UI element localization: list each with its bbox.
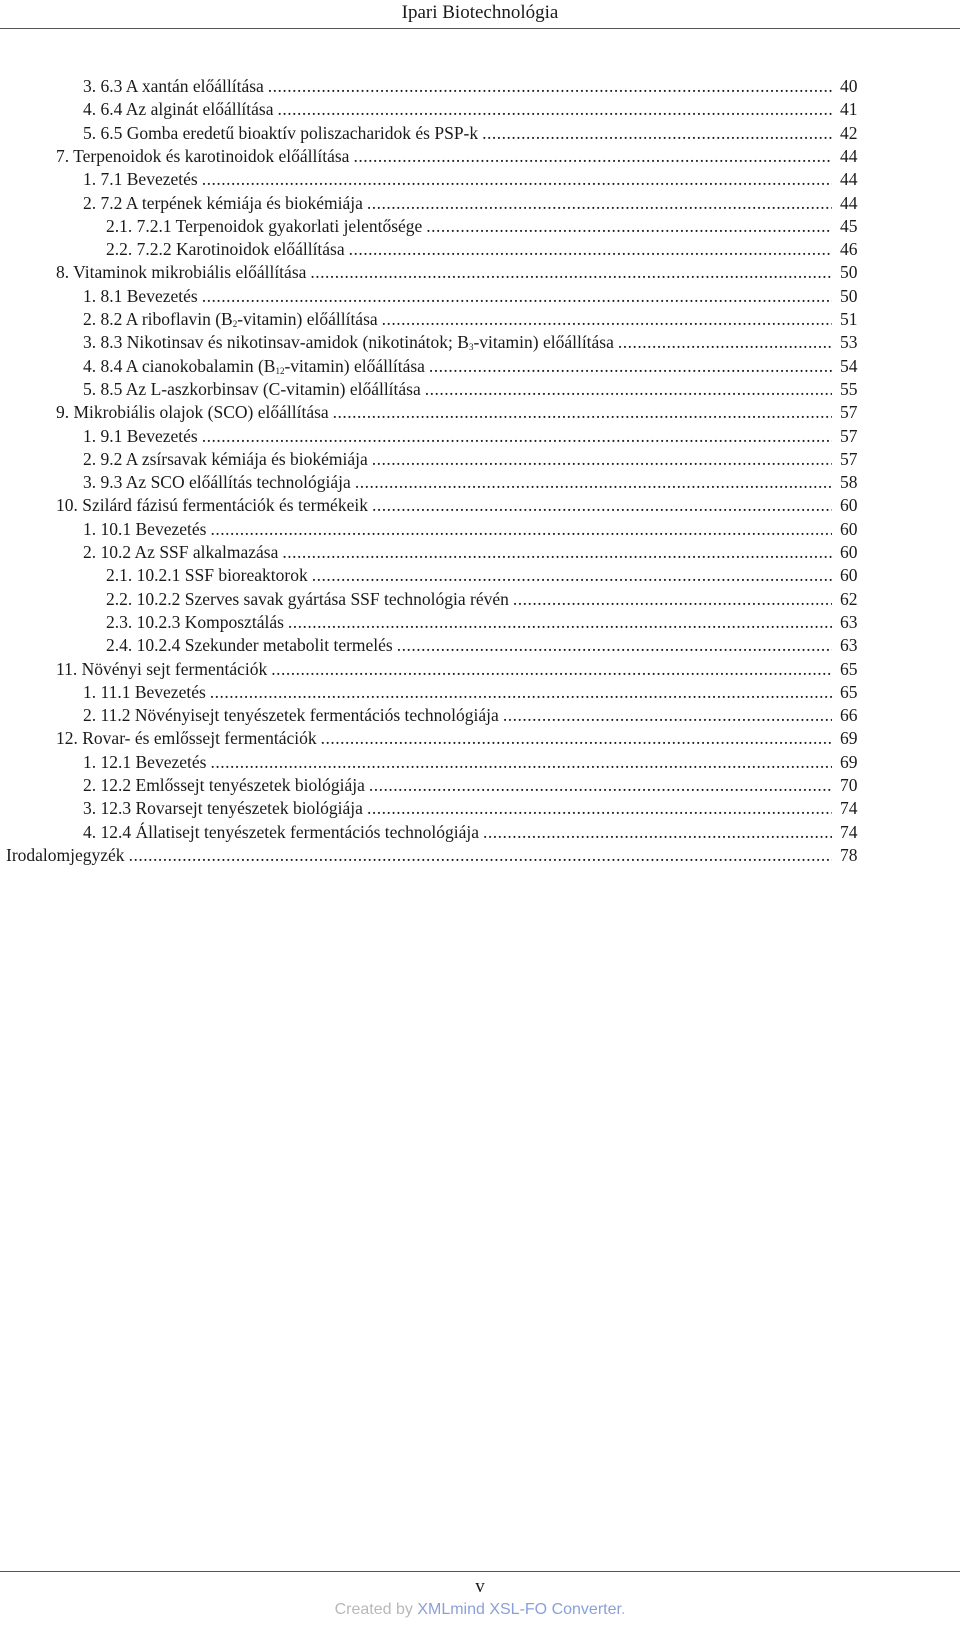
toc-entry-page: 57 xyxy=(840,425,858,446)
toc-entry-page: 57 xyxy=(840,402,858,423)
toc-entry-title xyxy=(106,564,832,586)
toc-entry-page: 78 xyxy=(840,844,858,865)
toc-entry-page: 65 xyxy=(840,658,858,679)
toc-entry-label xyxy=(6,844,129,866)
toc-dot-leader xyxy=(278,98,832,120)
toc-entry-text: 11. Növényi sejt fermentációk xyxy=(56,658,268,679)
toc-entry-page: 44 xyxy=(840,145,858,166)
toc-entry-page: 53 xyxy=(840,332,858,353)
toc-entry-label xyxy=(106,564,312,586)
toc-dot-leader xyxy=(425,378,832,400)
toc-entry-label xyxy=(83,378,425,400)
toc-entry-page: 63 xyxy=(840,611,858,632)
toc-entry-page: 50 xyxy=(840,262,858,283)
toc-entry-label xyxy=(106,588,513,610)
toc-dot-leader xyxy=(482,122,832,144)
toc-entry-title xyxy=(83,75,832,97)
toc-entry-text: 4. 8.4 A cianokobalamin (B xyxy=(83,355,276,376)
running-title: Ipari Biotechnológia xyxy=(401,2,559,23)
toc-entry-text: 3. 8.3 Nikotinsav és nikotinsav-amidok (nikotinátok; B xyxy=(83,332,469,353)
toc-entry-page: 69 xyxy=(840,728,858,749)
toc-entry-label xyxy=(83,774,369,796)
toc-entry-text: 5. 6.5 Gomba eredetű bioaktív poliszacharidok és PSP-k xyxy=(83,122,479,143)
toc-entry[interactable] xyxy=(0,494,960,518)
toc-dot-leader xyxy=(288,611,832,633)
toc-entry-page: 74 xyxy=(840,798,858,819)
toc-entry-page: 62 xyxy=(840,588,858,609)
toc-entry-page: 41 xyxy=(840,99,858,120)
toc-entry-text: 10. Szilárd fázisú fermentációk és termékeik xyxy=(56,495,368,516)
toc-dot-leader xyxy=(429,355,832,377)
toc-entry[interactable] xyxy=(0,797,960,821)
toc-dot-leader xyxy=(513,588,832,610)
page-header xyxy=(0,0,960,29)
toc-entry-text: 1. 12.1 Bevezetés xyxy=(83,751,207,772)
toc-entry-title xyxy=(83,541,832,563)
toc-entry-title xyxy=(56,727,832,749)
toc-dot-leader xyxy=(210,518,832,540)
toc-dot-leader xyxy=(426,215,832,237)
toc-entry[interactable] xyxy=(0,331,960,355)
toc-entry-page: 60 xyxy=(840,495,858,516)
toc-entry[interactable] xyxy=(0,145,960,169)
toc-entry-text: 4. 6.4 Az alginát előállítása xyxy=(83,99,274,120)
toc-entry[interactable] xyxy=(0,611,960,635)
toc-entry-title xyxy=(83,681,832,703)
toc-entry-text: 3. 12.3 Rovarsejt tenyészetek biológiája xyxy=(83,798,363,819)
toc-entry-page: 54 xyxy=(840,355,858,376)
watermark-brand[interactable]: XMLmind XSL-FO Converter xyxy=(417,1601,621,1618)
toc-entry-text: 2. 10.2 Az SSF alkalmazása xyxy=(83,542,279,562)
toc-entry[interactable] xyxy=(0,471,960,495)
toc-entry-page: 65 xyxy=(840,681,858,702)
toc-entry-page: 40 xyxy=(840,76,858,96)
toc-entry-page: 45 xyxy=(840,215,858,236)
toc-entry-title xyxy=(83,425,832,447)
toc-entry[interactable] xyxy=(0,681,960,705)
toc-entry-label xyxy=(56,727,321,749)
toc-entry-label xyxy=(106,611,288,633)
toc-dot-leader xyxy=(503,704,832,726)
toc-entry-page: 74 xyxy=(840,821,858,842)
toc-dot-leader xyxy=(349,238,832,260)
toc-entry-title xyxy=(83,797,832,819)
toc-dot-leader xyxy=(355,471,832,493)
toc-entry-label xyxy=(106,634,397,656)
watermark-prefix: Created by xyxy=(334,1601,418,1618)
toc-entry[interactable] xyxy=(0,844,960,868)
toc-entry-label xyxy=(83,355,429,377)
toc-entry-title xyxy=(83,704,832,726)
toc-dot-leader xyxy=(210,681,832,703)
toc-entry-label xyxy=(83,704,503,726)
toc-entry[interactable] xyxy=(0,704,960,728)
toc-entry[interactable] xyxy=(0,634,960,658)
toc-entry-page: 55 xyxy=(840,378,858,399)
toc-entry-title xyxy=(83,308,832,330)
toc-entry[interactable] xyxy=(0,285,960,309)
toc-entry-label xyxy=(83,518,210,540)
toc-entry-text-cont: -vitamin) előállítása xyxy=(284,355,425,376)
toc-dot-leader xyxy=(333,401,832,423)
toc-entry-label xyxy=(83,122,482,144)
toc-entry-title xyxy=(83,448,832,470)
toc-dot-leader xyxy=(483,821,832,843)
toc-entry[interactable] xyxy=(0,238,960,262)
toc-entry-subscript: 12 xyxy=(275,365,285,376)
toc-entry-label xyxy=(83,331,618,353)
toc-entry-page: 51 xyxy=(840,309,858,329)
toc-entry-label xyxy=(83,471,355,493)
toc-entry[interactable] xyxy=(0,401,960,425)
toc-entry[interactable] xyxy=(0,774,960,798)
footer-divider xyxy=(0,1571,960,1572)
toc-entry-title xyxy=(83,355,832,377)
toc-entry-label xyxy=(83,448,372,470)
toc-entry-title xyxy=(83,168,832,190)
toc-entry[interactable] xyxy=(0,308,960,332)
toc-entry[interactable] xyxy=(0,168,960,192)
toc-entry-title xyxy=(106,215,832,237)
toc-entry[interactable] xyxy=(0,378,960,402)
toc-dot-leader xyxy=(372,448,832,470)
toc-entry-page: 63 xyxy=(840,635,858,656)
toc-entry-title xyxy=(83,285,832,307)
toc-entry-text: 12. Rovar- és emlőssejt fermentációk xyxy=(56,728,317,749)
toc-entry-text: 2.4. 10.2.4 Szekunder metabolit termelés xyxy=(106,635,393,656)
toc-entry-text: 2. 8.2 A riboflavin (B xyxy=(83,309,233,329)
toc-entry[interactable] xyxy=(0,541,960,565)
toc-entry-text: 9. Mikrobiális olajok (SCO) előállítása xyxy=(56,402,329,423)
toc-entry-title xyxy=(83,98,832,120)
toc-entry-text: 2.3. 10.2.3 Komposztálás xyxy=(106,611,284,632)
toc-entry[interactable] xyxy=(0,355,960,379)
toc-entry-title xyxy=(83,518,832,540)
toc-entry-title xyxy=(56,261,832,283)
toc-entry-title xyxy=(106,238,832,260)
toc-entry-page: 69 xyxy=(840,751,858,772)
toc-entry-page: 66 xyxy=(840,705,858,726)
toc-entry-title xyxy=(106,588,832,610)
toc-dot-leader xyxy=(268,75,832,97)
toc-entry-title xyxy=(83,471,832,493)
toc-entry-subscript: 2 xyxy=(232,319,238,329)
toc-entry-text: 1. 9.1 Bevezetés xyxy=(83,425,198,446)
toc-entry-text: 8. Vitaminok mikrobiális előállítása xyxy=(56,262,307,283)
toc-entry[interactable] xyxy=(0,98,960,122)
toc-entry-title xyxy=(83,378,832,400)
toc-entry-text: 3. 6.3 A xantán előállítása xyxy=(83,76,264,96)
toc-entry-label xyxy=(106,238,349,260)
toc-dot-leader xyxy=(129,844,832,866)
toc-entry[interactable] xyxy=(0,75,960,99)
toc-entry-text: 4. 12.4 Állatisejt tenyészetek fermentációs technológiája xyxy=(83,821,480,842)
toc-entry-page: 57 xyxy=(840,448,858,469)
toc-entry-text: 2. 9.2 A zsírsavak kémiája és biokémiája xyxy=(83,448,368,469)
toc-dot-leader xyxy=(367,797,832,819)
toc-entry[interactable] xyxy=(0,751,960,775)
toc-entry[interactable] xyxy=(0,122,960,146)
toc-entry-label xyxy=(106,215,426,237)
toc-entry-title xyxy=(83,331,832,353)
toc-entry-label xyxy=(83,541,282,563)
toc-entry[interactable] xyxy=(0,588,960,612)
toc-dot-leader xyxy=(618,331,832,353)
toc-entry-label xyxy=(56,658,271,680)
toc-dot-leader xyxy=(312,564,832,586)
toc-dot-leader xyxy=(271,658,832,680)
toc-entry-text-cont: -vitamin) előállítása xyxy=(237,309,378,329)
toc-entry-label xyxy=(83,821,483,843)
toc-entry-page: 70 xyxy=(840,775,858,795)
toc-entry-page: 46 xyxy=(840,239,858,260)
toc-entry-text: 5. 8.5 Az L-aszkorbinsav (C-vitamin) előállítása xyxy=(83,378,421,399)
toc-dot-leader xyxy=(321,727,832,749)
toc-entry-label xyxy=(83,285,202,307)
toc-entry[interactable] xyxy=(0,425,960,449)
toc-entry-text: 1. 8.1 Bevezetés xyxy=(83,285,198,306)
toc-entry-text: 1. 10.1 Bevezetés xyxy=(83,518,207,539)
toc-entry-label xyxy=(56,261,310,283)
toc-entry-title xyxy=(83,751,832,773)
toc-entry-title xyxy=(56,658,832,680)
toc-entry-text: Irodalomjegyzék xyxy=(6,844,125,865)
toc-entry-page: 60 xyxy=(840,565,858,586)
toc-dot-leader xyxy=(382,308,832,330)
toc-entry-title xyxy=(83,821,832,843)
toc-dot-leader xyxy=(210,751,832,773)
toc-dot-leader xyxy=(372,494,832,516)
toc-entry-title xyxy=(56,401,832,423)
toc-dot-leader xyxy=(397,634,832,656)
toc-dot-leader xyxy=(369,774,832,796)
toc-entry[interactable] xyxy=(0,658,960,682)
toc-entry-subscript: 3 xyxy=(468,342,474,353)
toc-entry-text: 2. 11.2 Növényisejt tenyészetek fermentációs technológiája xyxy=(83,705,499,726)
toc-dot-leader xyxy=(202,285,832,307)
toc-entry-label xyxy=(56,401,333,423)
toc-entry-page: 44 xyxy=(840,192,858,213)
toc-entry-label xyxy=(83,75,268,97)
toc-entry-label xyxy=(83,681,210,703)
toc-entry[interactable] xyxy=(0,518,960,542)
toc-entry[interactable] xyxy=(0,448,960,472)
toc-entry-text: 2. 12.2 Emlőssejt tenyészetek biológiája xyxy=(83,775,365,795)
toc-dot-leader xyxy=(202,168,832,190)
toc-entry-label xyxy=(83,192,367,214)
toc-entry-label xyxy=(56,145,353,167)
toc-entry[interactable] xyxy=(0,564,960,588)
toc-entry-page: 60 xyxy=(840,518,858,539)
watermark-suffix: . xyxy=(620,1601,626,1618)
toc-entry-text: 2. 7.2 A terpének kémiája és biokémiája xyxy=(83,192,363,213)
toc-entry-text: 7. Terpenoidok és karotinoidok előállítása xyxy=(56,145,350,166)
toc-entry-title xyxy=(106,611,832,633)
toc-entry-text: 2.1. 7.2.1 Terpenoidok gyakorlati jelentősége xyxy=(106,215,423,236)
toc-entry[interactable] xyxy=(0,192,960,216)
toc-dot-leader xyxy=(367,192,832,214)
toc-dot-leader xyxy=(202,425,832,447)
toc-entry-label xyxy=(83,308,382,330)
toc-entry-text: 1. 7.1 Bevezetés xyxy=(83,169,198,190)
toc-entry-label xyxy=(83,797,367,819)
toc-entry-label xyxy=(83,168,202,190)
toc-entry-label xyxy=(83,751,210,773)
toc-entry[interactable] xyxy=(0,727,960,751)
toc-entry-text: 1. 11.1 Bevezetés xyxy=(83,681,206,702)
toc-entry-page: 60 xyxy=(840,542,858,562)
toc-entry-title xyxy=(56,145,832,167)
toc-entry[interactable] xyxy=(0,215,960,239)
toc-dot-leader xyxy=(310,261,832,283)
toc-entry-page: 44 xyxy=(840,169,858,190)
toc-entry-title xyxy=(83,122,832,144)
toc-entry-title xyxy=(106,634,832,656)
toc-entry-text: 2.2. 10.2.2 Szerves savak gyártása SSF technológia révén xyxy=(106,588,509,609)
toc-entry[interactable] xyxy=(0,821,960,845)
toc-dot-leader xyxy=(353,145,832,167)
converter-watermark xyxy=(0,1600,960,1620)
toc-entry-page: 58 xyxy=(840,472,858,493)
toc-entry-text-cont: -vitamin) előállítása xyxy=(473,332,614,353)
toc-entry-title xyxy=(83,192,832,214)
toc-entry-title xyxy=(6,844,832,866)
toc-entry-label xyxy=(83,98,278,120)
toc-dot-leader xyxy=(282,541,832,563)
toc-entry-title xyxy=(56,494,832,516)
toc-entry-label xyxy=(56,494,372,516)
toc-entry-label xyxy=(83,425,202,447)
toc-entry-title xyxy=(83,774,832,796)
toc-entry[interactable] xyxy=(0,261,960,285)
page-number: v xyxy=(475,1576,485,1597)
toc-entry-page: 42 xyxy=(840,122,858,143)
toc-entry-text: 2.1. 10.2.1 SSF bioreaktorok xyxy=(106,565,308,586)
toc-entry-text: 3. 9.3 Az SCO előállítás technológiája xyxy=(83,472,351,493)
toc-entry-text: 2.2. 7.2.2 Karotinoidok előállítása xyxy=(106,239,345,260)
toc-entry-page: 50 xyxy=(840,285,858,306)
